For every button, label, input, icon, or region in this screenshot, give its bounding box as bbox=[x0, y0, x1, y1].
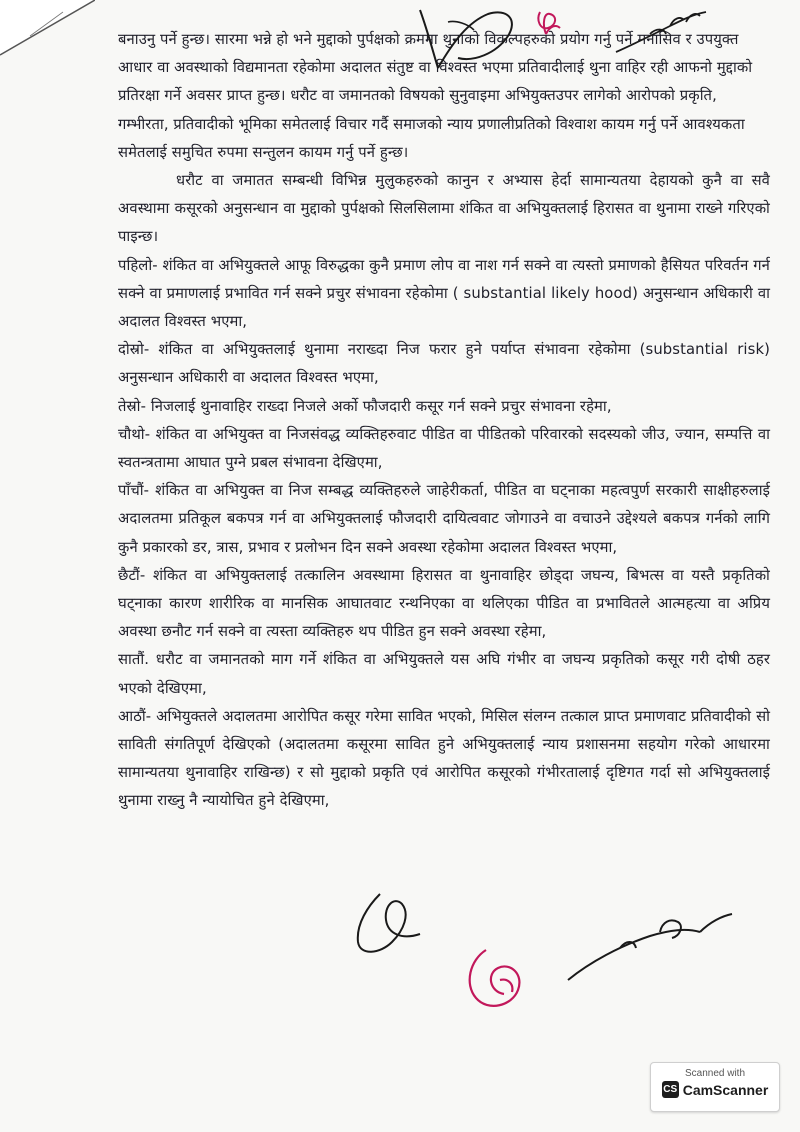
watermark-brand-row bbox=[651, 1081, 779, 1098]
paragraph-eighth-condition: आठौं- अभियुक्तले अदालतमा आरोपित कसूर गरेमा सावित भएको, मिसिल संलग्न तत्काल प्राप्त प्रमाणवाट प्रतिवादीको सो साविती संगतिपूर्ण देखिएको (अदालतमा कसूरमा सावित हुने अभियुक्तलाई न्याय प्रशासनमा सहयोग गरेको आधारमा सामान्यतया थुनावाहिर राखिन्छ) र सो मुद्दाको प्रकृति एवं आरोपित कसूरको गंभीरतालाई दृष्टिगत गर्दा सो अभियुक्तलाई थुनामा राख्नु नै न्यायोचित हुने देखिएमा, bbox=[118, 707, 770, 810]
page-corner bbox=[0, 0, 95, 60]
signature-bottom-left bbox=[340, 890, 450, 960]
camscanner-watermark bbox=[650, 1062, 780, 1112]
watermark-label: Scanned with bbox=[684, 1068, 746, 1079]
watermark-brand: CamScanner bbox=[682, 1081, 769, 1098]
paragraph-first-condition: पहिलो- शंकित वा अभियुक्तले आफू विरुद्धका कुनै प्रमाण लोप वा नाश गर्न सक्ने वा त्यस्तो प्रमाणको हैसियत परिवर्तन गर्न सक्ने वा प्रमाणलाई प्रभावित गर्न सक्ने प्रचुर संभावना रहेकोमा ( substantial likely hood) अनुसन्धान अधिकारी वा अदालत विश्वस्त भएमा, bbox=[118, 256, 770, 331]
document-body bbox=[118, 26, 770, 816]
paragraph-sixth-condition: छैटौं- शंकित वा अभियुक्तलाई तत्कालिन अवस्थामा हिरासत वा थुनावाहिर छोड्दा जघन्य, बिभत्स वा यस्तै प्रकृतिको घट्नाका कारण शारीरिक वा मानसिक आघातवाट रन्थनिएका वा थलिएका पीडित वा प्रभावितले आत्महत्या वा अप्रिय अवस्था छनौट गर्न सक्ने वा त्यस्ता व्यक्तिहरु थप पीडित हुन सक्ने अवस्था रहेमा, bbox=[118, 566, 770, 641]
paragraph-second-condition: दोस्रो- शंकित वा अभियुक्तलाई थुनामा नराख्दा निज फरार हुने पर्याप्त संभावना रहेकोमा (substantial risk) अनुसन्धान अधिकारी वा अदालत विश्वस्त भएमा, bbox=[118, 341, 770, 387]
paragraph-bail-practice: धरौट वा जमातत सम्बन्धी विभिन्न मुलुकहरुको कानुन र अभ्यास हेर्दा सामान्यतया देहायको कुनै वा सवै अवस्थामा कसूरको अनुसन्धान वा मुद्दाको पुर्पक्षको सिलसिलामा शंकित वा अभियुक्तलाई हिरासत वा थुनामा राख्ने गरिएको पाइन्छ। bbox=[118, 172, 770, 246]
camscanner-logo-icon: CS bbox=[662, 1081, 679, 1098]
initials-bottom-red bbox=[456, 940, 536, 1020]
paragraph-third-condition: तेस्रो- निजलाई थुनावाहिर राख्दा निजले अर्को फौजदारी कसूर गर्न सक्ने प्रचुर संभावना रहेमा, bbox=[118, 397, 612, 415]
signature-bottom-right bbox=[560, 906, 740, 986]
paragraph-seventh-condition: सातौं. धरौट वा जमानतको माग गर्ने शंकित वा अभियुक्तले यस अघि गंभीर वा जघन्य प्रकृतिको कसूर गरी दोषी ठहर भएको देखिएमा, bbox=[118, 651, 770, 697]
paragraph-fifth-condition: पाँचौं- शंकित वा अभियुक्त वा निज सम्बद्ध व्यक्तिहरुले जाहेरीकर्ता, पीडित वा घट्नाका महत्वपुर्ण सरकारी साक्षीहरुलाई अदालतमा प्रतिकूल बकपत्र गर्न वा अभियुक्तलाई फौजदारी दायित्ववाट जोगाउने वा वचाउने उद्देश्यले बकपत्र गर्नको लागि कुनै प्रकारको डर, त्रास, प्रभाव र प्रलोभन दिन सक्ने अवस्था रहेकोमा अदालत विश्वस्त भएमा, bbox=[118, 482, 770, 556]
paragraph-intro-continuation: बनाउनु पर्ने हुन्छ। सारमा भन्ने हो भने मुद्दाको पुर्पक्षको क्रममा थुनाको विकल्पहरुको प्रयोग गर्नु पर्ने मनासिव र उपयुक्त आधार वा अवस्थाको विद्यमानता रहेकोमा अदालत संतुष्ट वा विश्वस्त भएमा प्रतिवादीलाई थुना वाहिर रही आफनो मुद्दाको प्रतिरक्षा गर्ने अवसर प्राप्त हुन्छ। धरौट वा जमानतको विषयको सुनुवाइमा अभियुक्तउपर लागेको आरोपको प्रकृति, गम्भीरता, प्रतिवादीको भूमिका समेतलाई विचार गर्दै समाजको न्याय प्रणालीप्रतिको विश्वाश कायम गर्नु पर्ने आवश्यकता समेतलाई समुचित रुपमा सन्तुलन कायम गर्नु पर्ने हुन्छ। bbox=[118, 31, 753, 161]
paragraph-fourth-condition: चौथो- शंकित वा अभियुक्त वा निजसंवद्ध व्यक्तिहरुवाट पीडित वा पीडितको परिवारको सदस्यको जीउ, ज्यान, सम्पत्ति वा स्वतन्त्रतामा आघात पुग्ने प्रबल संभावना देखिएमा, bbox=[118, 425, 770, 472]
